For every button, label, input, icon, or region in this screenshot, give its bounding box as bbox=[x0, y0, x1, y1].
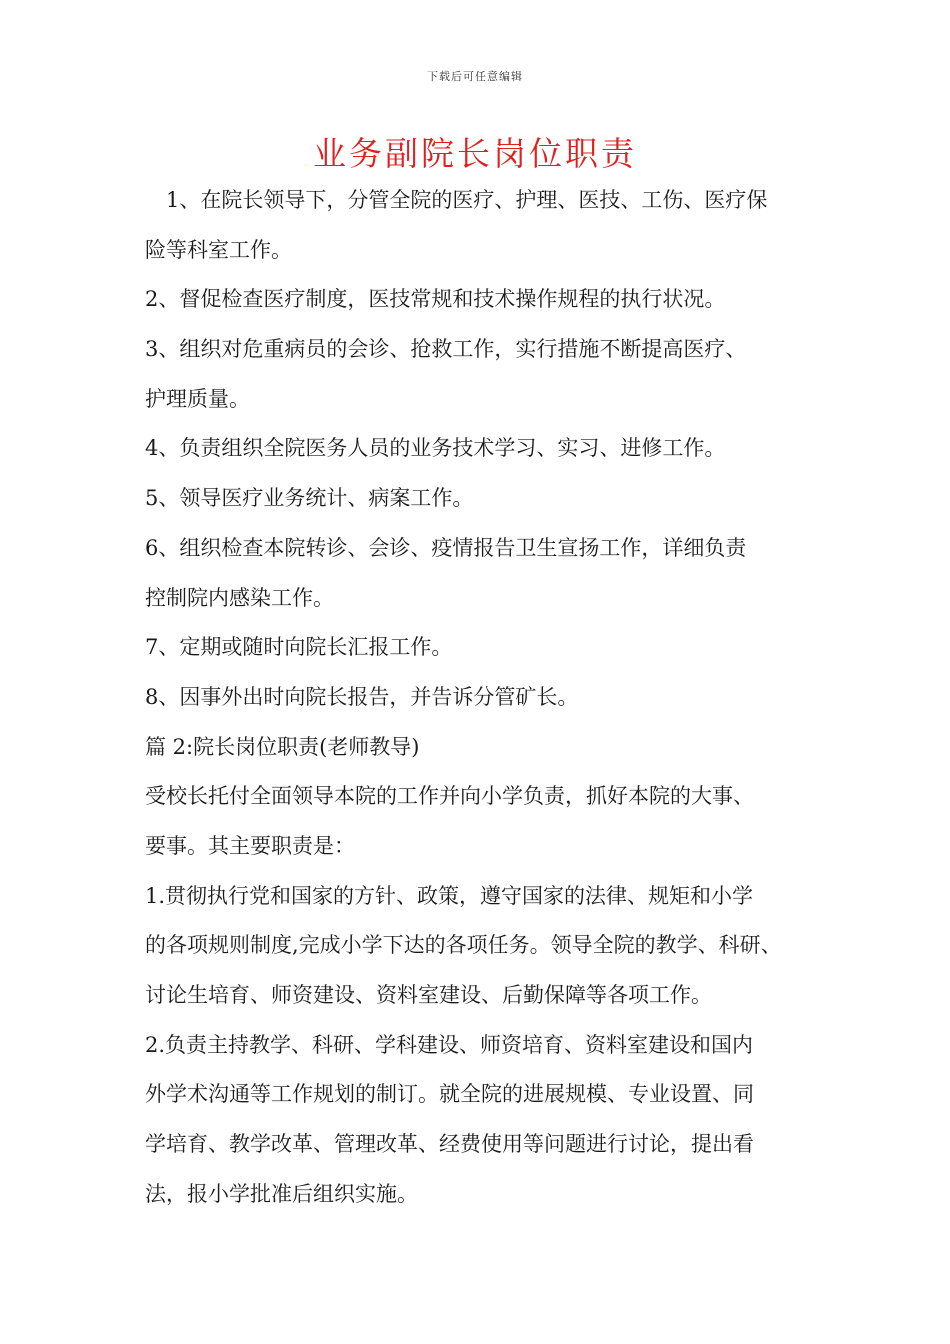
body-line: 护理质量。 bbox=[145, 386, 250, 411]
body-line: 8、因事外出时向院长报告，并告诉分管矿长。 bbox=[145, 684, 579, 709]
body-line: 控制院内感染工作。 bbox=[145, 585, 334, 610]
body-line: 的各项规则制度,完成小学下达的各项任务。领导全院的教学、科研、 bbox=[145, 933, 782, 958]
body-line: 2.负责主持教学、科研、学科建设、师资培育、资料室建设和国内 bbox=[145, 1032, 754, 1057]
body-line: 要事。其主要职责是： bbox=[145, 833, 355, 858]
document-title: 业务副院长岗位职责 bbox=[313, 134, 637, 173]
body-line: 2、督促检查医疗制度，医技常规和技术操作规程的执行状况。 bbox=[145, 287, 726, 312]
body-line: 4、负责组织全院医务人员的业务技术学习、实习、进修工作。 bbox=[145, 436, 726, 461]
body-line: 外学术沟通等工作规划的制订。就全院的进展规模、专业设置、同 bbox=[145, 1082, 754, 1107]
header-note: 下载后可任意编辑 bbox=[427, 70, 523, 83]
body-line: 受校长托付全面领导本院的工作并向小学负责，抓好本院的大事、 bbox=[145, 784, 754, 809]
body-line: 3、组织对危重病员的会诊、抢救工作，实行措施不断提高医疗、 bbox=[145, 337, 747, 362]
body-line: 7、定期或随时向院长汇报工作。 bbox=[145, 635, 453, 660]
body-line: 1、在院长领导下，分管全院的医疗、护理、医技、工伤、医疗保 bbox=[145, 188, 768, 212]
body-line: 6、组织检查本院转诊、会诊、疫情报告卫生宣扬工作，详细负责 bbox=[145, 535, 747, 560]
body-line: 5、领导医疗业务统计、病案工作。 bbox=[145, 486, 474, 511]
body-line: 讨论生培育、师资建设、资料室建设、后勤保障等各项工作。 bbox=[145, 983, 712, 1007]
body-line: 1.贯彻执行党和国家的方针、政策，遵守国家的法律、规矩和小学 bbox=[145, 883, 754, 908]
body-line: 学培育、教学改革、管理改革、经费使用等问题进行讨论，提出看 bbox=[145, 1132, 754, 1157]
body-line: 险等科室工作。 bbox=[145, 237, 292, 262]
section-heading: 篇 2:院长岗位职责(老师教导) bbox=[145, 734, 420, 759]
body-line: 法，报小学批准后组织实施。 bbox=[145, 1181, 418, 1206]
document-body bbox=[145, 176, 830, 1219]
